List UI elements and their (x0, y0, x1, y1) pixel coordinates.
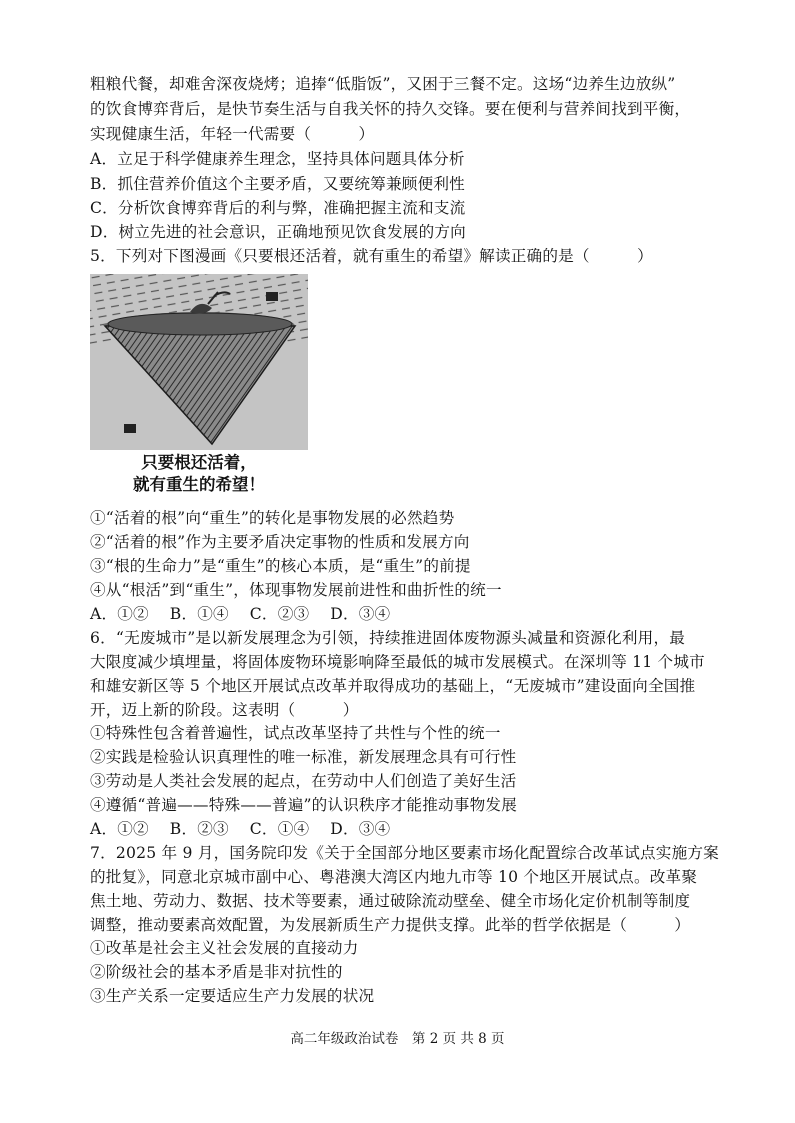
text-line: 和雄安新区等 5 个地区开展试点改革并取得成功的基础上，“无废城市”建设面向全国推 (90, 677, 696, 695)
statement-4: ④从“根活”到“重生”，体现事物发展前进性和曲折性的统一 (90, 581, 502, 599)
statement-3: ③劳动是人类社会发展的起点，在劳动中人们创造了美好生活 (90, 772, 517, 790)
text-line: 大限度减少填埋量，将固体废物环境影响降至最低的城市发展模式。在深圳等 11 个城市 (90, 653, 705, 671)
text-line: 调整，推动要素高效配置，为发展新质生产力提供支撑。此举的哲学依据是（ ） (90, 916, 691, 934)
option-c: C．分析饮食博弈背后的利与弊，准确把握主流和支流 (90, 199, 466, 217)
option-b: B．抓住营养价值这个主要矛盾，又要统筹兼顾便利性 (90, 175, 465, 193)
statement-1: ①“活着的根”向“重生”的转化是事物发展的必然趋势 (90, 509, 455, 527)
page-footer: 高二年级政治试卷 第 2 页 共 8 页 (290, 1031, 505, 1047)
text-line: 焦土地、劳动力、数据、技术等要素，通过破除流动壁垒、健全市场化定价机制等制度 (90, 892, 691, 910)
cartoon-caption-line1: 只要根还活着， (141, 453, 257, 472)
option-a: A．立足于科学健康养生理念，坚持具体问题具体分析 (90, 150, 465, 168)
statement-3: ③“根的生命力”是“重生”的核心本质，是“重生”的前提 (90, 557, 471, 575)
question-7-stem: 7．2025 年 9 月，国务院印发《关于全国部分地区要素市场化配置综合改革试点实施方案 (90, 844, 719, 862)
question-6-stem: 6．“无废城市”是以新发展理念为引领，持续推进固体废物源头减量和资源化利用，最 (90, 629, 686, 647)
statement-2: ②“活着的根”作为主要矛盾决定事物的性质和发展方向 (90, 533, 470, 551)
statement-4: ④遵循“普遍——特殊——普遍”的认识秩序才能推动事物发展 (90, 796, 517, 814)
statement-2: ②阶级社会的基本矛盾是非对抗性的 (90, 963, 343, 981)
cartoon-drawing (90, 274, 308, 450)
text-line: 的饮食博弈背后，是快节奏生活与自我关怀的持久交锋。要在便利与营养间找到平衡， (90, 100, 691, 118)
cartoon-image (90, 274, 308, 450)
text-line: 开，迈上新的阶段。这表明（ ） (90, 701, 359, 719)
statement-3: ③生产关系一定要适应生产力发展的状况 (90, 987, 375, 1005)
text-line: 粗粮代餐，却难舍深夜烧烤；追捧“低脂饭”，又困于三餐不定。这场“边养生边放纵” (90, 75, 676, 93)
question-5-stem: 5．下列对下图漫画《只要根还活着，就有重生的希望》解读正确的是（ ） (90, 247, 653, 265)
statement-1: ①特殊性包含着普遍性，试点改革坚持了共性与个性的统一 (90, 724, 501, 742)
option-d: D．树立先进的社会意识，正确地预见饮食发展的方向 (90, 223, 466, 241)
text-line: 的批复》，同意北京城市副中心、粤港澳大湾区内地九市等 10 个地区开展试点。改革聚 (90, 868, 698, 886)
answer-options: A．①② B．①④ C．②③ D．③④ (90, 605, 391, 623)
answer-options: A．①② B．②③ C．①④ D．③④ (90, 820, 391, 838)
statement-1: ①改革是社会主义社会发展的直接动力 (90, 939, 359, 957)
cartoon-caption-line2: 就有重生的希望！ (133, 475, 265, 494)
statement-2: ②实践是检验认识真理性的唯一标准，新发展理念具有可行性 (90, 748, 517, 766)
text-line: 实现健康生活，年轻一代需要（ ） (90, 125, 375, 143)
